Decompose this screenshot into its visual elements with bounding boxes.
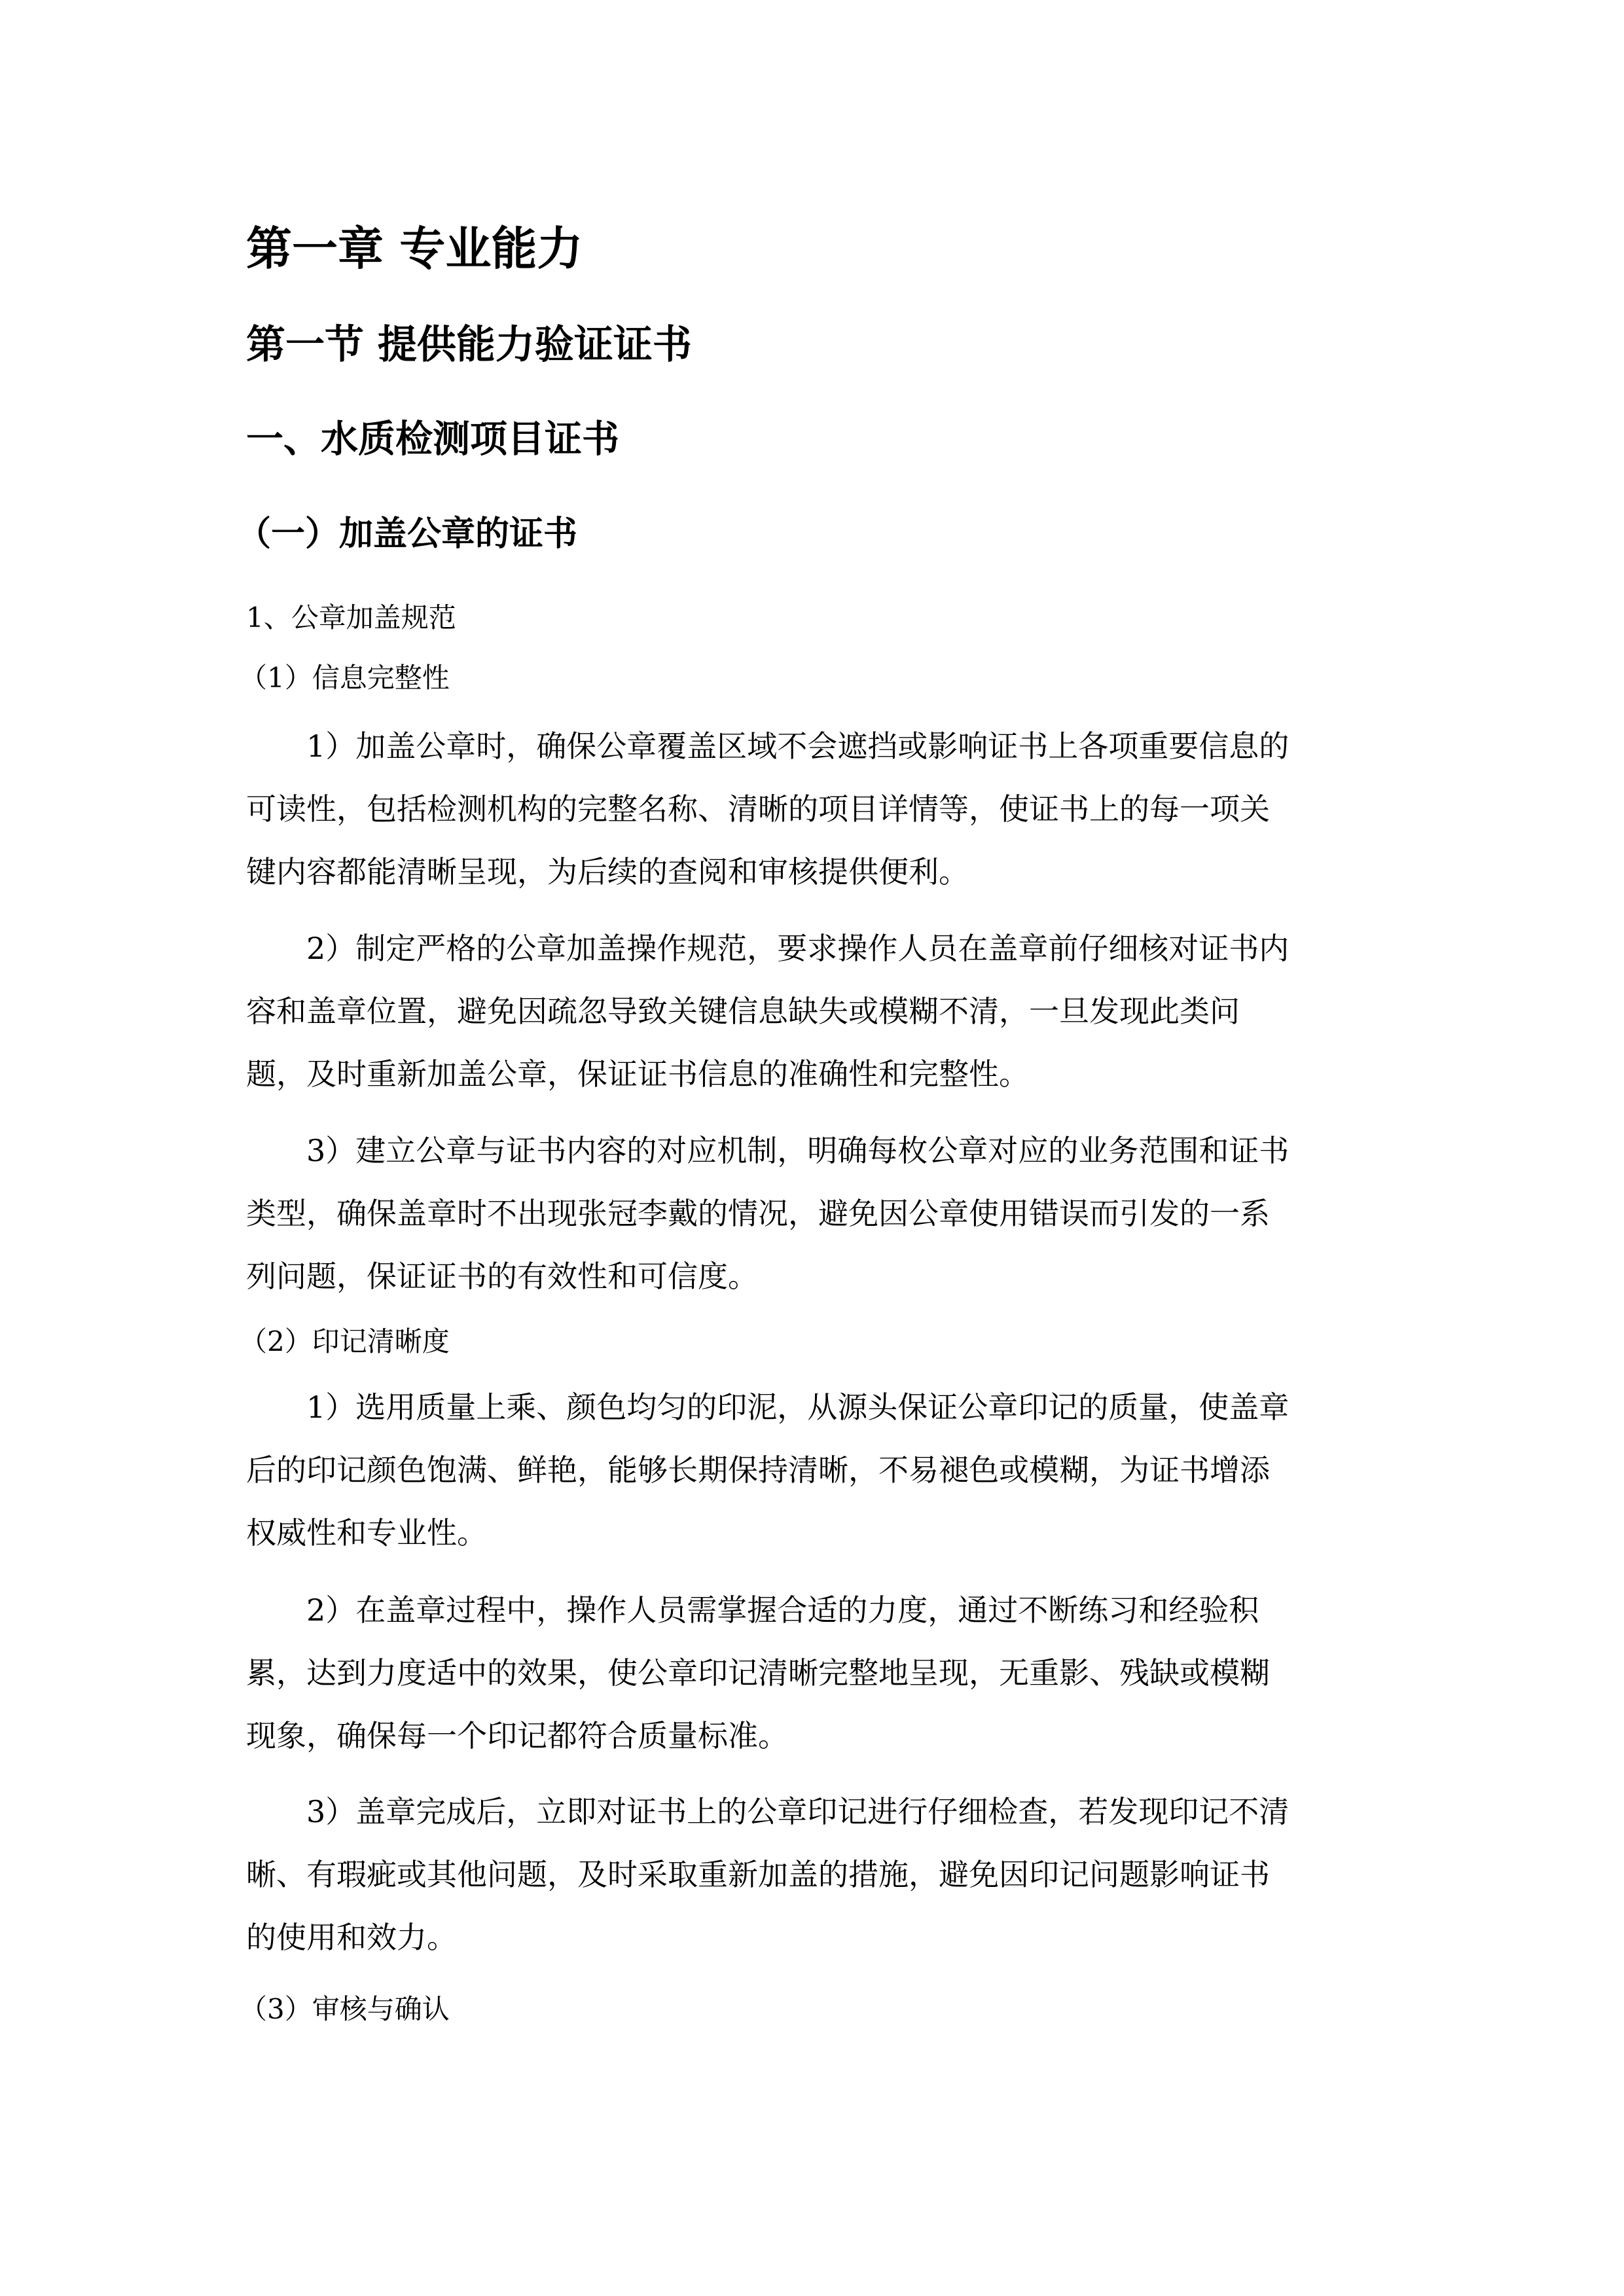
paragraph <box>246 1376 1382 1564</box>
paragraph-line: 累，达到力度适中的效果，使公章印记清晰完整地呈现，无重影、残缺或模糊 <box>246 1655 1270 1691</box>
subsection-title: 一、水质检测项目证书 <box>246 418 619 461</box>
paragraph <box>246 1119 1382 1308</box>
paragraph <box>246 917 1382 1105</box>
paragraph <box>246 1780 1382 1969</box>
paragraph <box>246 1579 1382 1767</box>
paragraph-line: 1）选用质量上乘、颜色均匀的印泥，从源头保证公章印记的质量，使盖章 <box>306 1390 1290 1425</box>
group-heading-review: （3）审核与确认 <box>240 1993 450 2025</box>
paragraph-line: 2）在盖章过程中，操作人员需掌握合适的力度，通过不断练习和经验积 <box>306 1592 1259 1628</box>
paragraph-line: 列问题，保证证书的有效性和可信度。 <box>246 1259 758 1294</box>
subsubsection-title: （一）加盖公章的证书 <box>237 514 578 554</box>
paragraph-line: 类型，确保盖章时不出现张冠李戴的情况，避免因公章使用错误而引发的一系 <box>246 1196 1270 1231</box>
paragraph <box>246 715 1382 903</box>
chapter-title: 第一章 专业能力 <box>246 222 583 276</box>
paragraph-line: 3）盖章完成后，立即对证书上的公章印记进行仔细检查，若发现印记不清 <box>306 1794 1290 1829</box>
paragraph-line: 2）制定严格的公章加盖操作规范，要求操作人员在盖章前仔细核对证书内 <box>306 931 1290 966</box>
paragraph-line: 可读性，包括检测机构的完整名称、清晰的项目详情等，使证书上的每一项关 <box>246 791 1270 827</box>
group-heading-clarity: （2）印记清晰度 <box>240 1325 450 1357</box>
paragraph-line: 题，及时重新加盖公章，保证证书信息的准确性和完整性。 <box>246 1056 1029 1092</box>
paragraph-line: 权威性和专业性。 <box>246 1515 487 1551</box>
paragraph-line: 1）加盖公章时，确保公章覆盖区域不会遮挡或影响证书上各项重要信息的 <box>306 728 1290 764</box>
group-heading-integrity: （1）信息完整性 <box>240 662 450 694</box>
paragraph-line: 后的印记颜色饱满、鲜艳，能够长期保持清晰，不易褪色或模糊，为证书增添 <box>246 1452 1270 1488</box>
paragraph-line: 3）建立公章与证书内容的对应机制，明确每枚公章对应的业务范围和证书 <box>306 1133 1290 1168</box>
paragraph-line: 键内容都能清晰呈现，为后续的查阅和审核提供便利。 <box>246 854 969 889</box>
paragraph-line: 现象，确保每一个印记都符合质量标准。 <box>246 1718 788 1753</box>
paragraph-line: 的使用和效力。 <box>246 1920 457 1955</box>
item-title: 1、公章加盖规范 <box>246 601 456 634</box>
section-title: 第一节 提供能力验证证书 <box>246 322 692 368</box>
paragraph-line: 晰、有瑕疵或其他问题，及时采取重新加盖的措施，避免因印记问题影响证书 <box>246 1857 1270 1892</box>
paragraph-line: 容和盖章位置，避免因疏忽导致关键信息缺失或模糊不清，一旦发现此类问 <box>246 994 1240 1029</box>
